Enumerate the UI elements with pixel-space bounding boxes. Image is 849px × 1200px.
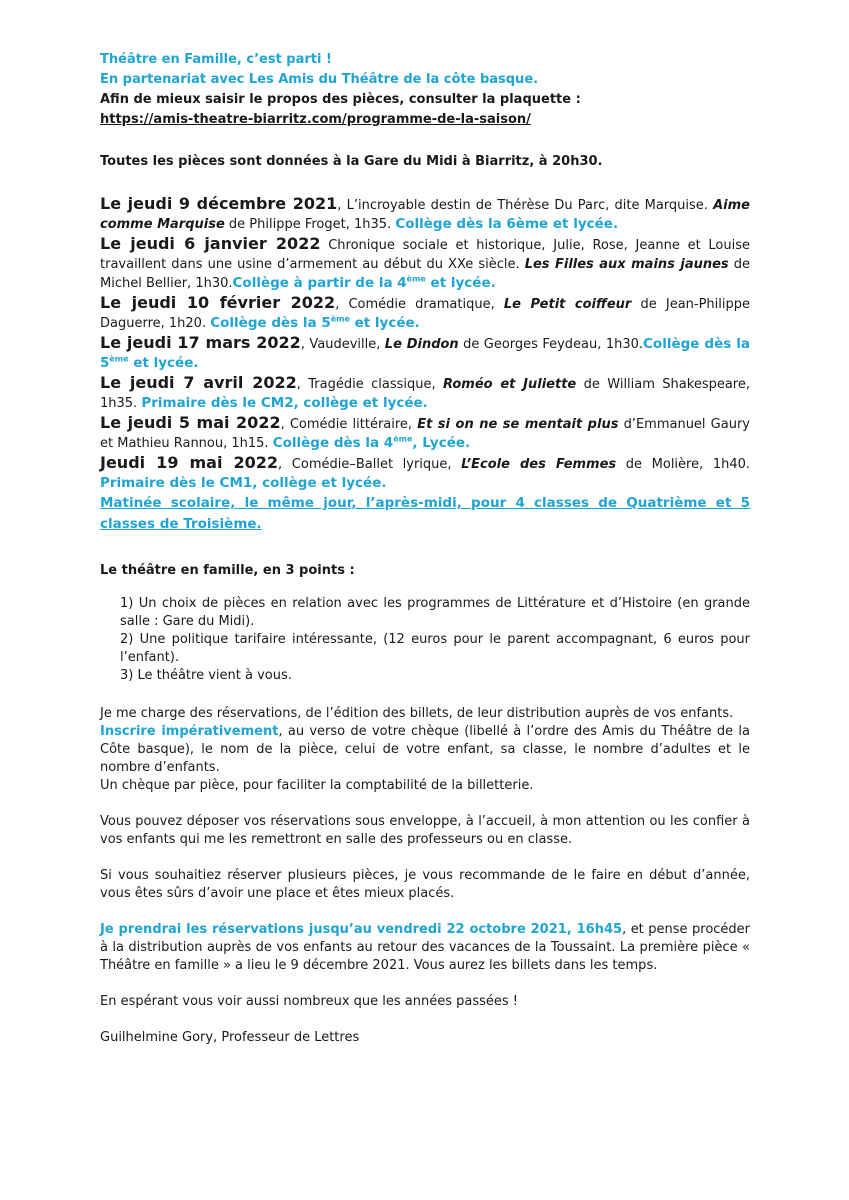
deadline-paragraph: Je prendrai les réservations jusqu’au vendredi 22 octobre 2021, 16h45, et pense procéder à la distribution auprès de vos enfants au retour des vacances de la Toussaint. La première pièce « Théâtre en famille » a lieu le 9 décembre 2021. Vous aurez les billets dans les temps. [100,922,751,973]
cheque-paragraph: Un chèque par pièce, pour faciliter la comptabilité de la billetterie. [100,778,534,793]
letter-page [100,50,750,1047]
points-list [100,595,750,685]
event-item: Le jeudi 6 janvier 2022 Chronique sociale et historique, Julie, Rose, Jeanne et Louise travaillent dans une usine d’armement au début du XXe siècle. Les Filles aux mains jaunes de Michel Bellier, 1h30.Collège à partir de la 4ème et lycée. [100,234,751,291]
event-item: Jeudi 19 mai 2022, Comédie–Ballet lyrique, L’Ecole des Femmes de Molière, 1h40. Primaire dès le CM1, collège et lycée. [100,453,751,491]
reservations-paragraph: Je me charge des réservations, de l’édition des billets, de leur distribution auprès de vos enfants. [100,706,734,721]
events-list [100,194,750,493]
event-item: Le jeudi 7 avril 2022, Tragédie classique, Roméo et Juliette de William Shakespeare, 1h35. Primaire dès le CM2, collège et lycée. [100,373,750,411]
event-item: Le jeudi 9 décembre 2021, L’incroyable destin de Thérèse Du Parc, dite Marquise. Aime comme Marquise de Philippe Froget, 1h35. Collège dès la 6ème et lycée. [100,194,750,232]
venue-line: Toutes les pièces sont données à la Gare du Midi à Biarritz, à 20h30. [100,154,603,169]
point-item: 2) Une politique tarifaire intéressante, (12 euros pour le parent accompagnant, 6 euros pour l’enfant). [120,632,750,665]
drop-off-paragraph: Vous pouvez déposer vos réservations sous enveloppe, à l’accueil, à mon attention ou les confier à vos enfants qui me les remettront en salle des professeurs ou en classe. [100,814,750,847]
event-item: Le jeudi 5 mai 2022, Comédie littéraire, Et si on ne se mentait plus d’Emmanuel Gaury et Mathieu Rannou, 1h15. Collège dès la 4ème, Lycée. [100,413,750,451]
multiple-plays-paragraph: Si vous souhaitiez réserver plusieurs pièces, je vous recommande de le faire en début d’année, vous êtes sûrs d’avoir une place et êtes mieux placés. [100,868,750,901]
intro-title: Théâtre en Famille, c’est parti ! [100,52,332,67]
instructions-paragraph: Inscrire impérativement, au verso de votre chèque (libellé à l’ordre des Amis du Théâtre de la Côte basque), le nom de la pièce, celui de votre enfant, sa classe, le nombre d’adultes et le nombre d’enfants. [100,724,750,775]
closing-line: En espérant vous voir aussi nombreux que les années passées ! [100,994,518,1009]
point-item: 1) Un choix de pièces en relation avec les programmes de Littérature et d’Histoire (en grande salle : Gare du Midi). [120,596,750,629]
signature: Guilhelmine Gory, Professeur de Lettres [100,1030,360,1045]
partnership-line: En partenariat avec Les Amis du Théâtre de la côte basque. [100,72,539,87]
event-item: Le jeudi 10 février 2022, Comédie dramatique, Le Petit coiffeur de Jean-Philippe Daguerre, 1h20. Collège dès la 5ème et lycée. [100,293,751,331]
points-title: Le théâtre en famille, en 3 points : [100,563,355,578]
brochure-line: Afin de mieux saisir le propos des pièces, consulter la plaquette : [100,92,581,107]
point-item: 3) Le théâtre vient à vous. [120,668,292,683]
school-matinee-note: Matinée scolaire, le même jour, l’après-midi, pour 4 classes de Quatrième et 5 classes de Troisième. [100,495,750,532]
event-item: Le jeudi 17 mars 2022, Vaudeville, Le Dindon de Georges Feydeau, 1h30.Collège dès la 5ème et lycée. [100,333,750,371]
program-link[interactable]: https://amis-theatre-biarritz.com/programme-de-la-saison/ [100,112,531,127]
